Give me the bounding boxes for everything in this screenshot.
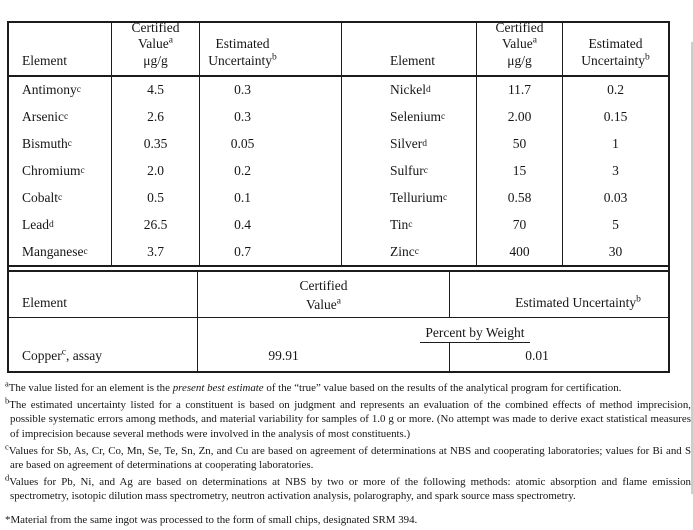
- header-element-left: [9, 23, 112, 77]
- certified-value-cell: 15: [477, 158, 563, 185]
- element-cell: Tin c: [342, 211, 477, 238]
- element-cell: Lead d: [9, 211, 112, 238]
- header-label: Certified: [495, 19, 544, 35]
- uncertainty-cell: 1: [612, 136, 619, 152]
- uncertainty-cell: 0.3: [200, 104, 342, 131]
- uncertainty-cell: 0.03: [603, 189, 628, 205]
- uncertainty-cell: 0.01: [525, 348, 549, 363]
- uncertainty-cell: 0.15: [603, 109, 628, 125]
- uncertainty-cell: 0.7: [200, 238, 342, 265]
- uncertainty-cell: 5: [612, 216, 619, 232]
- certified-value-cell: 0.5: [112, 184, 200, 211]
- unit-label: μg/g: [507, 52, 532, 68]
- uncertainty-cell: 3: [612, 162, 619, 178]
- element-cell: Nickel d: [342, 77, 477, 104]
- header-element: Element: [9, 272, 198, 317]
- unit-label: Percent by Weight: [420, 325, 529, 343]
- footnote-d: $^d$Values for Pb, Ni, and Ag are based on determinations at NBS by two or more of the following methods: atomic absorption and flame emission spectrometry, isotopic dilution mass spectrometry, neutron activation analysis, polarography, and spark source mass spectrometry.: [5, 472, 691, 503]
- section-divider: [9, 265, 668, 272]
- certified-value-cell: 50: [477, 131, 563, 158]
- uncertainty-cell: 0.05: [200, 131, 342, 158]
- element-cell: Cobalt c: [9, 184, 112, 211]
- header-certified-value-right: [477, 19, 563, 77]
- footnote-b: $^b$The estimated uncertainty listed for a constituent is based on judgment and represents an evaluation of the combined effects of method imprecision, possible systematic errors among methods, and material variability for samples of 1.0 g or more. (No attempt was made to derive exact statistical measures of imprecision because several methods were involved in the analysis of most constituents.): [5, 395, 691, 440]
- header-label: Estimated: [215, 36, 270, 51]
- certified-value-cell: 0.58: [477, 184, 563, 211]
- element-cell: Silver d: [342, 131, 477, 158]
- footnote-ref-a: a: [532, 35, 537, 46]
- header-label: Value$^a$: [138, 35, 173, 51]
- header-label: Uncertainty$^b$: [581, 52, 650, 68]
- uncertainty-cell: 0.2: [200, 158, 342, 185]
- uncertainty-cell: 0.3: [200, 77, 342, 104]
- uncertainty-cell: 30: [608, 243, 623, 259]
- header-certified-value: Certified Value$^a$: [198, 272, 450, 317]
- element-cell: Chromium c: [9, 158, 112, 185]
- element-cell: Antimony c: [9, 77, 112, 104]
- footnote-ref: c: [61, 347, 66, 358]
- copper-assay-row: [9, 318, 668, 371]
- certified-value-cell: 99.91: [198, 343, 450, 371]
- certified-value-cell: 2.6: [112, 104, 200, 131]
- trace-elements-table: [9, 19, 668, 265]
- element-cell: Zinc c: [342, 238, 477, 265]
- footnote-marker: d: [5, 472, 10, 483]
- certificate-table: [7, 21, 670, 373]
- certified-value-cell: 70: [477, 211, 563, 238]
- percent-by-weight-area: [198, 318, 668, 371]
- header-certified-value-left: [112, 19, 200, 77]
- element-cell: Tellurium c: [342, 184, 477, 211]
- footnote-marker: c: [5, 441, 9, 451]
- footnotes: [5, 378, 691, 530]
- certified-value-cell: 0.35: [112, 131, 200, 158]
- footnote-marker: b: [5, 395, 10, 406]
- header-uncertainty-left: [200, 23, 342, 77]
- element-cell: Copper$^c$, assay: [9, 318, 198, 371]
- unit-label: μg/g: [143, 52, 168, 68]
- footnote-ref-b: b: [644, 52, 650, 62]
- footnote-ref-a: a: [336, 296, 341, 307]
- header-label: Estimated: [588, 36, 643, 51]
- certified-value-cell: 4.5: [112, 77, 200, 104]
- certified-value-cell: 26.5: [112, 211, 200, 238]
- element-cell: Selenium c: [342, 104, 477, 131]
- header-label: Uncertainty$^b$: [208, 52, 277, 68]
- percent-by-weight-label-row: [198, 318, 668, 343]
- footnote-c: $^c$Values for Sb, As, Cr, Co, Mn, Se, Te, Sn, Zn, and Cu are based on agreement of determinations at NBS and cooperating laboratories; values for Bi and S are based on agreement of determinations at cooperating laboratories.: [5, 441, 691, 472]
- header-label: Element: [390, 52, 435, 68]
- uncertainty-cell: 0.1: [200, 184, 342, 211]
- certified-value-cell: 11.7: [477, 77, 563, 104]
- certified-value-cell: 400: [477, 238, 563, 265]
- footnote-marker: a: [5, 378, 9, 389]
- header-uncertainty: Estimated Uncertainty$^b$: [515, 294, 641, 310]
- uncertainty-cell: 0.2: [607, 82, 624, 98]
- header-label: Certified: [131, 19, 180, 35]
- footnote-ref-b: b: [636, 294, 641, 305]
- copper-assay-header: [9, 272, 668, 318]
- certified-value-cell: 2.0: [112, 158, 200, 185]
- element-cell: Manganese c: [9, 238, 112, 265]
- footnote-marker: *: [5, 513, 11, 526]
- header-element-right: [342, 23, 477, 77]
- footnote-star: *Material from the same ingot was processed to the form of small chips, designated SRM 394.: [5, 513, 418, 526]
- footnote-ref-b: b: [271, 52, 277, 62]
- header-label: Element: [22, 52, 67, 68]
- element-cell: Sulfur c: [342, 158, 477, 185]
- header-label: Value$^a$: [502, 35, 537, 51]
- element-cell: Bismuth c: [9, 131, 112, 158]
- header-uncertainty-right: [563, 23, 668, 77]
- certified-value-cell: 2.00: [477, 104, 563, 131]
- element-cell: Arsenic c: [9, 104, 112, 131]
- footnote-a: $^a$The value listed for an element is the present best estimate of the “true” value based on the results of the analytical program for certification.: [5, 378, 622, 394]
- footnote-ref-a: a: [168, 35, 173, 46]
- certified-value-cell: 3.7: [112, 238, 200, 265]
- uncertainty-cell: 0.4: [200, 211, 342, 238]
